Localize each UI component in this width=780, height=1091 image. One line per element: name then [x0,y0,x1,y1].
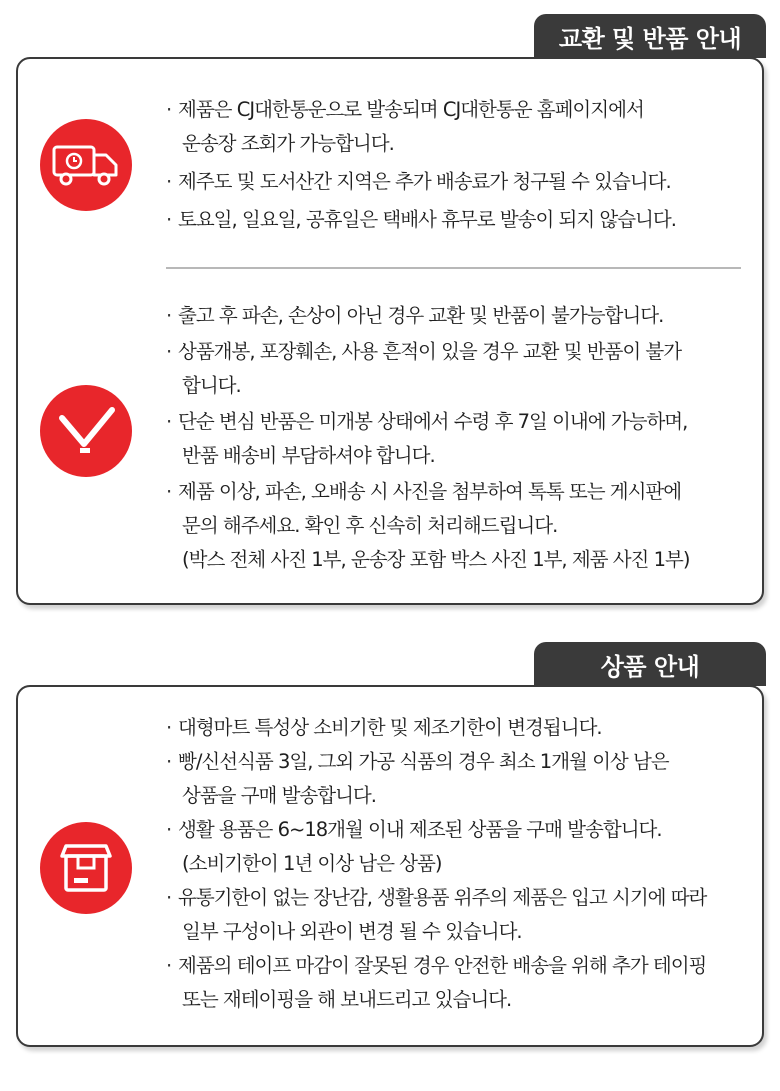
product-info-list [166,711,751,1017]
list-item: · 출고 후 파손, 손상이 아닌 경우 교환 및 반품이 불가능합니다. [166,299,751,333]
list-item: · 제품의 테이프 마감이 잘못된 경우 안전한 배송을 위해 추가 테이핑 또는 재테이핑을 해 보내드리고 있습니다. [166,949,751,1017]
delivery-truck-icon [40,119,132,211]
list-item: · 제품은 CJ대한통운으로 발송되며 CJ대한통운 홈페이지에서 운송장 조회가 가능합니다. [166,93,751,161]
list-item: · 단순 변심 반품은 미개봉 상태에서 수령 후 7일 이내에 가능하며, 반품 배송비 부담하셔야 합니다. [166,405,751,473]
list-item: · 대형마트 특성상 소비기한 및 제조기한이 변경됩니다. [166,711,751,745]
list-item: · 빵/신선식품 3일, 그외 가공 식품의 경우 최소 1개월 이상 남은 상품을 구매 발송합니다. [166,745,751,813]
list-item: · 제품 이상, 파손, 오배송 시 사진을 첨부하여 톡톡 또는 게시판에 문의 해주세요. 확인 후 신속히 처리해드립니다. (박스 전체 사진 1부, 운송장 포함 박스 사진 1부, 제품 사진 1부) [166,475,751,577]
list-item: · 제주도 및 도서산간 지역은 추가 배송료가 청구될 수 있습니다. [166,165,751,199]
list-item: · 토요일, 일요일, 공휴일은 택배사 휴무로 발송이 되지 않습니다. [166,203,751,237]
product-info-card [16,685,764,1047]
exchange-return-tab [534,14,766,58]
box-icon [40,822,132,914]
shipping-info-list [166,93,751,237]
return-policy-list [166,299,751,577]
product-info-title: 상품 안내 [600,652,700,681]
section-divider [166,267,741,269]
list-item: · 유통기한이 없는 장난감, 생활용품 위주의 제품은 입고 시기에 따라 일부 구성이나 외관이 변경 될 수 있습니다. [166,881,751,949]
product-info-tab [534,642,766,686]
list-item: · 상품개봉, 포장훼손, 사용 흔적이 있을 경우 교환 및 반품이 불가 합니다. [166,335,751,403]
checkmark-icon [40,385,132,477]
exchange-return-title: 교환 및 반품 안내 [558,24,742,53]
list-item: · 생활 용품은 6~18개월 이내 제조된 상품을 구매 발송합니다. (소비기한이 1년 이상 남은 상품) [166,813,751,881]
exchange-return-card [16,57,764,605]
